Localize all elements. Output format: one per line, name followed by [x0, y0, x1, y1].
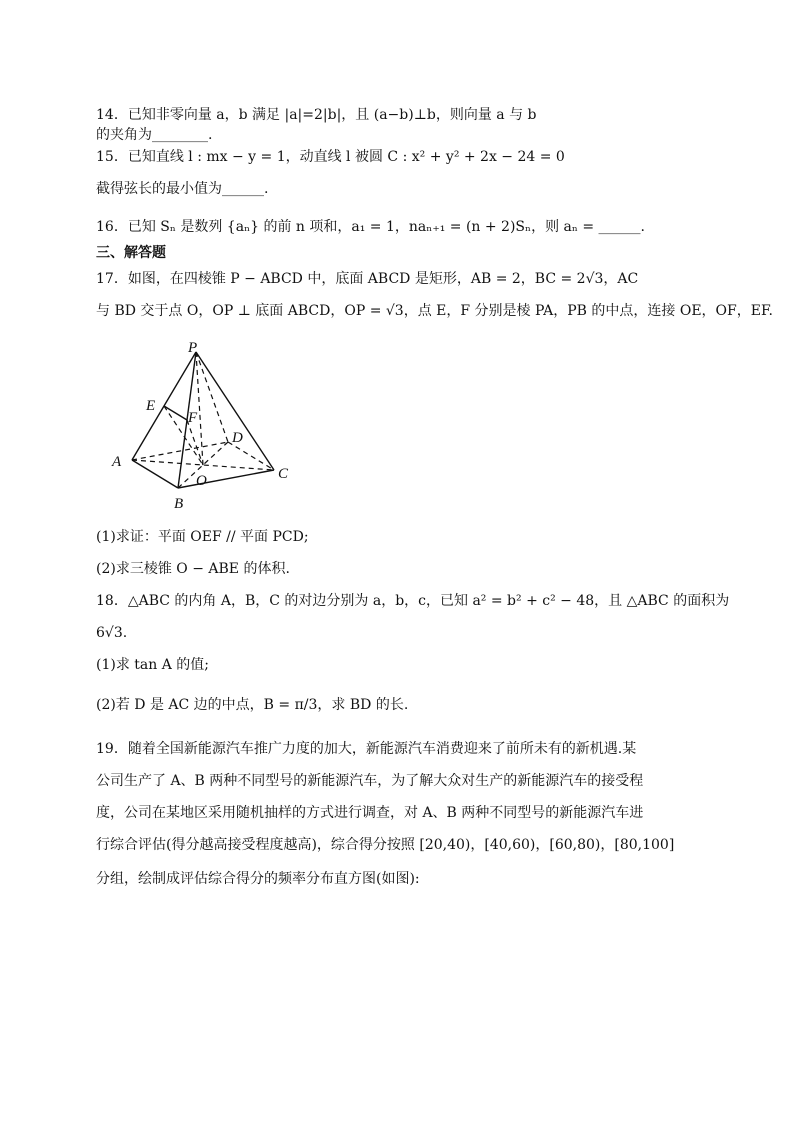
- q18-line-2: 6√3.: [96, 625, 128, 641]
- pyramid-diagram: [108, 340, 298, 515]
- edge-BC: [178, 470, 274, 488]
- label-C: C: [278, 466, 289, 482]
- q14-line-2: 的夹角为________.: [96, 127, 213, 143]
- label-E: E: [146, 398, 156, 414]
- q19-line-5: 分组，绘制成评估综合得分的频率分布直方图(如图):: [96, 871, 420, 887]
- edge-AD: [132, 442, 228, 460]
- q17-line-2: 与 BD 交于点 O，OP ⊥ 底面 ABCD，OP = √3，点 E，F 分别是棱 PA，PB 的中点，连接 OE，OF，EF.: [96, 303, 773, 319]
- q16-line: 16．已知 Sₙ 是数列 {aₙ} 的前 n 项和，a₁ = 1，naₙ₊₁ = (n + 2)Sₙ，则 aₙ = ______.: [96, 219, 646, 235]
- q17-part-2: (2)求三棱锥 O − ABE 的体积.: [96, 561, 290, 577]
- q19-line-2: 公司生产了 A、B 两种不同型号的新能源汽车，为了解大众对生产的新能源汽车的接受程: [96, 773, 644, 789]
- label-P: P: [188, 340, 198, 356]
- edge-DC: [228, 442, 274, 470]
- label-D: D: [232, 430, 243, 446]
- q18-part-1: (1)求 tan A 的值;: [96, 657, 209, 673]
- edge-EF: [164, 406, 187, 420]
- q17-line-1: 17．如图，在四棱锥 P − ABCD 中，底面 ABCD 是矩形，AB = 2，BC = 2√3，AC: [96, 271, 639, 287]
- q14-line-1: 14．已知非零向量 a，b 满足 |a|=2|b|，且 (a−b)⊥b，则向量 a 与 b: [96, 107, 537, 123]
- q17-part-1: (1)求证：平面 OEF // 平面 PCD;: [96, 529, 309, 545]
- q19-line-1: 19．随着全国新能源汽车推广力度的加大，新能源汽车消费迎来了前所未有的新机遇.某: [96, 741, 637, 757]
- q19-line-3: 度，公司在某地区采用随机抽样的方式进行调查，对 A、B 两种不同型号的新能源汽车进: [96, 805, 644, 821]
- label-B: B: [174, 496, 184, 512]
- q15-line-1: 15．已知直线 l : mx − y = 1，动直线 l 被圆 C : x² + y² + 2x − 24 = 0: [96, 149, 565, 165]
- label-A: A: [112, 454, 122, 470]
- q18-line-1: 18．△ABC 的内角 A，B，C 的对边分别为 a，b，c，已知 a² = b² + c² − 48，且 △ABC 的面积为: [96, 593, 730, 609]
- label-O: O: [196, 473, 207, 489]
- edge-AB: [132, 460, 178, 488]
- q19-line-4: 行综合评估(得分越高接受程度越高)，综合得分按照 [20,40)，[40,60)，[60,80)，[80,100]: [96, 837, 675, 853]
- edge-PC: [196, 352, 274, 470]
- pyramid-figure: [108, 340, 298, 515]
- label-F: F: [188, 410, 198, 426]
- q18-part-2: (2)若 D 是 AC 边的中点，B = π/3，求 BD 的长.: [96, 697, 409, 713]
- section-heading: 三、解答题: [96, 245, 166, 261]
- q15-line-2: 截得弦长的最小值为______.: [96, 181, 269, 197]
